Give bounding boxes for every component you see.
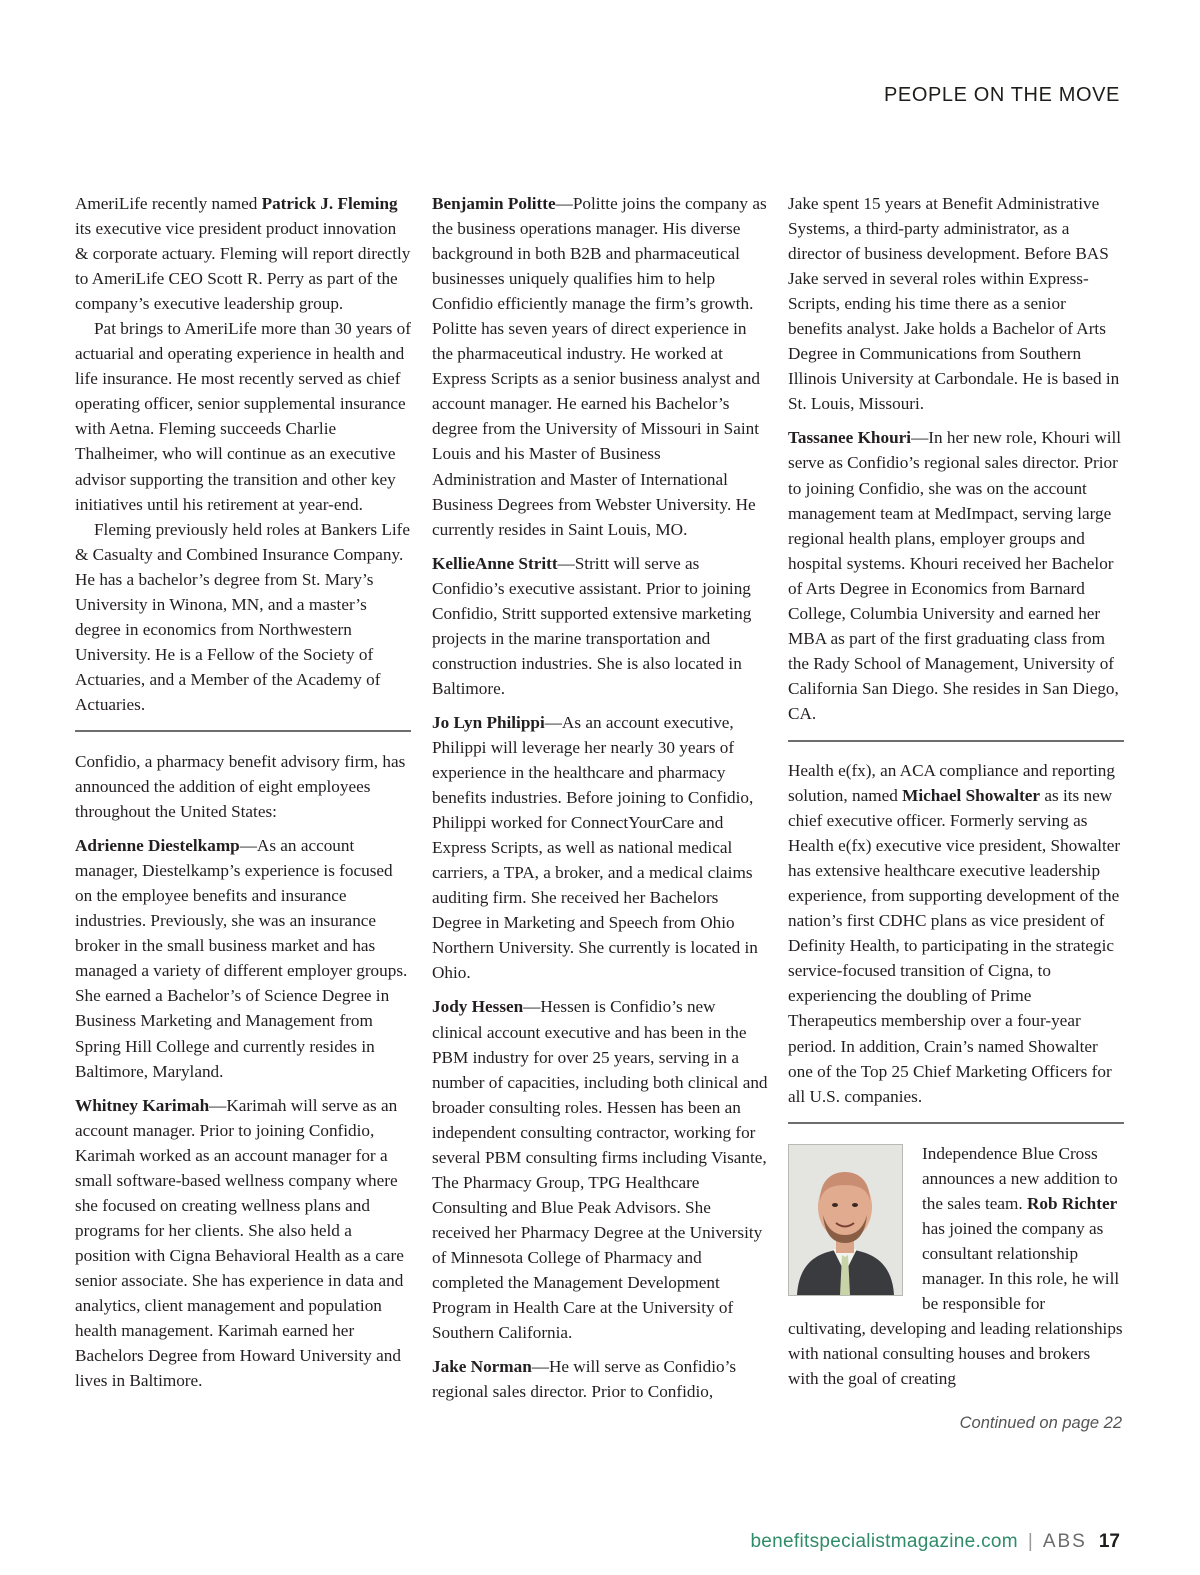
section-divider [788, 740, 1124, 742]
person-name: Benjamin Politte [432, 194, 556, 213]
entry-karimah: Whitney Karimah—Karimah will serve as an account manager. Prior to joining Confidio, Karimah worked as an account manager for a small software-based wellness company where she focused on creating wellness plans and programs for her clients. She also held a position with Cigna Behavioral Health as a care senior associate. She has experience in data and analytics, client management and population health management. Karimah earned her Bachelors Degree from Howard University and lives in Baltimore. [75, 1095, 404, 1391]
richter-announcement [788, 1141, 1124, 1391]
entry-norman-continued: Jake spent 15 years at Benefit Administrative Systems, a third-party administrator, as a director of business development. Before BAS Jake served in several roles within Express-Scripts, ending his time there as a senior benefits analyst. Jake holds a Bachelor of Arts Degree in Communications from Southern Illinois University at Carbondale. He is based in St. Louis, Missouri. [788, 194, 1120, 414]
entry-hessen: Jody Hessen—Hessen is Confidio’s new clinical account executive and has been in the PBM industry for over 25 years, serving in a number of capacities, including both clinical and broader consulting roles. Hessen has been an independent consulting contractor, working for several PBM consulting firms including Visante, The Pharmacy Group, TPG Healthcare Consulting and Blue Peak Advisors. She received her Pharmacy Degree at the University of Minnesota College of Pharmacy and completed the Management Development Program in Health Care at the University of Southern California. [432, 997, 768, 1343]
richter-paragraph: Independence Blue Cross announces a new addition to the sales team. Rob Richter has joined the company as consultant relationship manager. In this role, he will be responsible for cultivating, developing and leading relationships with national consulting houses and brokers with the goal of creating [788, 1143, 1123, 1389]
person-name: Patrick J. Fleming [261, 194, 398, 213]
column-1 [75, 191, 411, 1393]
portrait-photo [788, 1144, 903, 1296]
showalter-paragraph: Health e(fx), an ACA compliance and reporting solution, named Michael Showalter as its new chief executive officer. Formerly serving as Health e(fx) executive vice president, Showalter has extensive healthcare executive leadership experience, from supporting development of the nation’s first CDHC plans as vice president of Definity Health, to participating in the strategic service-focused transition of Cigna, to experiencing the doubling of Prime Therapeutics membership over a four-year period. In addition, Crain’s named Showalter one of the Top 25 Chief Marketing Officers for all U.S. companies. [788, 760, 1121, 1106]
person-name: KellieAnne Stritt [432, 553, 558, 573]
footer-magazine: ABS [1042, 1531, 1087, 1552]
column-2 [432, 191, 768, 1404]
section-title: PEOPLE ON THE MOVE [883, 84, 1120, 106]
footer-separator: | [1027, 1531, 1033, 1552]
person-name: Jody Hessen [432, 997, 524, 1017]
entry-diestelkamp: Adrienne Diestelkamp—As an account manager, Diestelkamp’s experience is focused on the employee benefits and insurance industries. Previously, she was an insurance broker in the small business market and has managed a variety of different employer groups. She earned a Bachelor’s of Science Degree in Business Marketing and Management from Spring Hill College and currently resides in Baltimore, Maryland. [75, 836, 408, 1081]
person-name: Jake Norman [432, 1357, 532, 1377]
person-name: Rob Richter [1027, 1193, 1118, 1213]
entry-philippi: Jo Lyn Philippi—As an account executive, Philippi will leverage her nearly 30 years of experience in the healthcare and pharmacy benefits industries. Before joining to Confidio, Philippi worked for ConnectYourCare and Express Scripts, as well as national medical carriers, a TPA, a broker, and a medical claims auditing firm. She received her Bachelors Degree in Marketing and Speech from Ohio Northern University. She currently is located in Ohio. [432, 712, 758, 983]
entry-norman: Jake Norman—He will serve as Confidio’s regional sales director. Prior to Confidio, [432, 1357, 737, 1402]
page-number: 17 [1098, 1531, 1120, 1552]
person-name: Jo Lyn Philippi [432, 712, 545, 732]
column-3 [788, 191, 1124, 1391]
person-name: Whitney Karimah [75, 1095, 210, 1115]
page-footer [750, 1531, 1120, 1553]
footer-website: benefitspecialistmagazine.com [750, 1531, 1018, 1552]
fleming-paragraph-1: AmeriLife recently named Patrick J. Fleming its executive vice president product innovation & corporate actuary. Fleming will report directly to AmeriLife CEO Scott R. Perry as part of the company’s executive leadership group. [75, 194, 411, 314]
section-divider [788, 1122, 1124, 1124]
person-name: Adrienne Diestelkamp [75, 836, 240, 856]
entry-khouri: Tassanee Khouri—In her new role, Khouri will serve as Confidio’s regional sales director. Prior to joining Confidio, she was on the account management team at MedImpact, serving large regional health plans, employer groups and hospital systems. Khouri received her Bachelor of Arts Degree in Economics from Barnard College, Columbia University and earned her MBA as part of the first graduating class from the Rady School of Management, University of California San Diego. She resides in San Diego, CA. [788, 428, 1122, 723]
fleming-paragraph-3: Fleming previously held roles at Bankers Life & Casualty and Combined Insurance Company. He has a bachelor’s degree from St. Mary’s University in Winona, MN, and a master’s degree in economics from Northwestern University. He is a Fellow of the Society of Actuaries, and a Member of the Academy of Actuaries. [75, 519, 410, 714]
section-divider [75, 730, 411, 732]
entry-stritt: KellieAnne Stritt—Stritt will serve as Confidio’s executive assistant. Prior to joining Confidio, Stritt supported extensive marketing projects in the marine transportation and construction industries. She is also located in Baltimore. [432, 553, 752, 698]
person-name: Michael Showalter [902, 786, 1041, 806]
confidio-intro: Confidio, a pharmacy benefit advisory firm, has announced the addition of eight employees throughout the United States: [75, 751, 406, 822]
person-name: Tassanee Khouri [788, 428, 912, 448]
continued-note: Continued on page 22 [959, 1414, 1122, 1432]
entry-politte: Benjamin Politte—Politte joins the company as the business operations manager. His diverse background in both B2B and pharmaceutical businesses uniquely qualifies him to help Confidio efficiently manage the firm’s growth. Politte has seven years of direct experience in the pharmaceutical industry. He worked at Express Scripts as a senior business analyst and account manager. He earned his Bachelor’s degree from the University of Missouri in Saint Louis and his Master of Business Administration and Master of International Business Degrees from Webster University. He currently resides in Saint Louis, MO. [432, 194, 767, 539]
fleming-paragraph-2: Pat brings to AmeriLife more than 30 years of actuarial and operating experience in health and life insurance. He most recently served as chief operating officer, senior supplemental insurance with Aetna. Fleming succeeds Charlie Thalheimer, who will continue as an executive advisor supporting the transition and other key initiatives until his retirement at year-end. [75, 319, 411, 514]
